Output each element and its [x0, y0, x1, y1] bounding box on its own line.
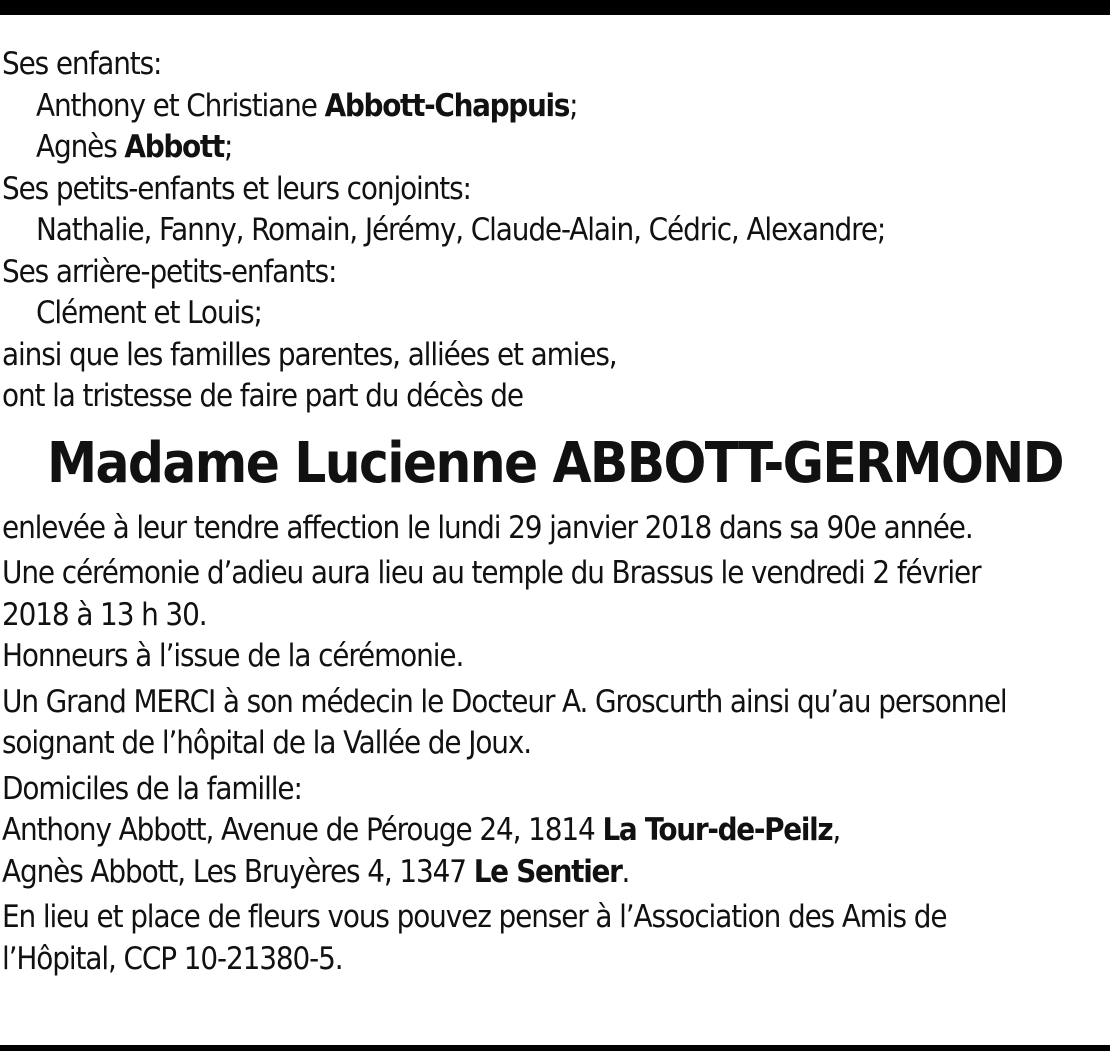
child-1-end: ;: [569, 87, 578, 124]
donation-line-1: En lieu et place de fleurs vous pouvez penser à l’Association des Amis de: [2, 899, 947, 935]
thanks-paragraph: [2, 682, 1108, 765]
greatgrandchildren-heading: Ses arrière-petits-enfants:: [2, 253, 337, 290]
domiciles-paragraph: [2, 769, 1108, 894]
top-rule: [0, 0, 1110, 15]
honours-line: Honneurs à l’issue de la cérémonie.: [2, 638, 464, 674]
address-1-town: La Tour-de-Peilz: [602, 812, 833, 848]
families-line: ainsi que les familles parentes, alliées et amies,: [2, 336, 617, 373]
child-1-names: Anthony et Christiane: [36, 87, 325, 124]
donation-line-2: l’Hôpital, CCP 10-21380-5.: [2, 940, 343, 977]
address-1: [2, 810, 1108, 852]
bottom-rule: [0, 1045, 1110, 1051]
announcement-line: ont la tristesse de faire part du décès de: [2, 378, 523, 414]
grandchildren-list: Nathalie, Fanny, Romain, Jérémy, Claude-Alain, Cédric, Alexandre;: [36, 212, 886, 248]
child-2-surname: Abbott: [124, 129, 224, 165]
child-1-surname: Abbott-Chappuis: [324, 87, 570, 124]
address-1-text: Anthony Abbott, Avenue de Pérouge 24, 1814: [2, 812, 603, 848]
deceased-name: Madame Lucienne ABBOTT-GERMOND: [47, 430, 1063, 496]
thanks-line-2: soignant de l’hôpital de la Vallée de Joux.: [2, 725, 532, 761]
ceremony-paragraph: [2, 553, 1108, 678]
child-2-end: ;: [223, 129, 233, 165]
ceremony-line-2: 2018 à 13 h 30.: [2, 596, 207, 633]
domiciles-heading: Domiciles de la famille:: [2, 770, 302, 807]
address-2-town: Le Sentier: [473, 853, 622, 890]
child-2-names: Agnès: [36, 129, 125, 165]
address-2-end: .: [621, 853, 630, 890]
thanks-line-1: Un Grand MERCI à son médecin le Docteur A. Groscurth ainsi qu’au personnel: [2, 683, 1007, 720]
address-1-end: ,: [832, 812, 841, 848]
ceremony-line-1: Une cérémonie d’adieu aura lieu au temple du Brassus le vendredi 2 février: [2, 555, 981, 591]
greatgrandchildren-list: Clément et Louis;: [36, 295, 262, 331]
donation-paragraph: [2, 897, 1108, 980]
address-2-text: Agnès Abbott, Les Bruyères 4, 1347: [2, 853, 474, 890]
child-entry-2: [2, 127, 1108, 169]
children-heading: Ses enfants:: [2, 46, 162, 82]
obituary-notice: [2, 44, 1108, 980]
child-entry-1: [2, 86, 1108, 128]
grandchildren-heading: Ses petits-enfants et leurs conjoints:: [2, 170, 471, 207]
address-2: [2, 852, 1108, 894]
passing-line: enlevée à leur tendre affection le lundi 29 janvier 2018 dans sa 90e année.: [2, 509, 973, 546]
